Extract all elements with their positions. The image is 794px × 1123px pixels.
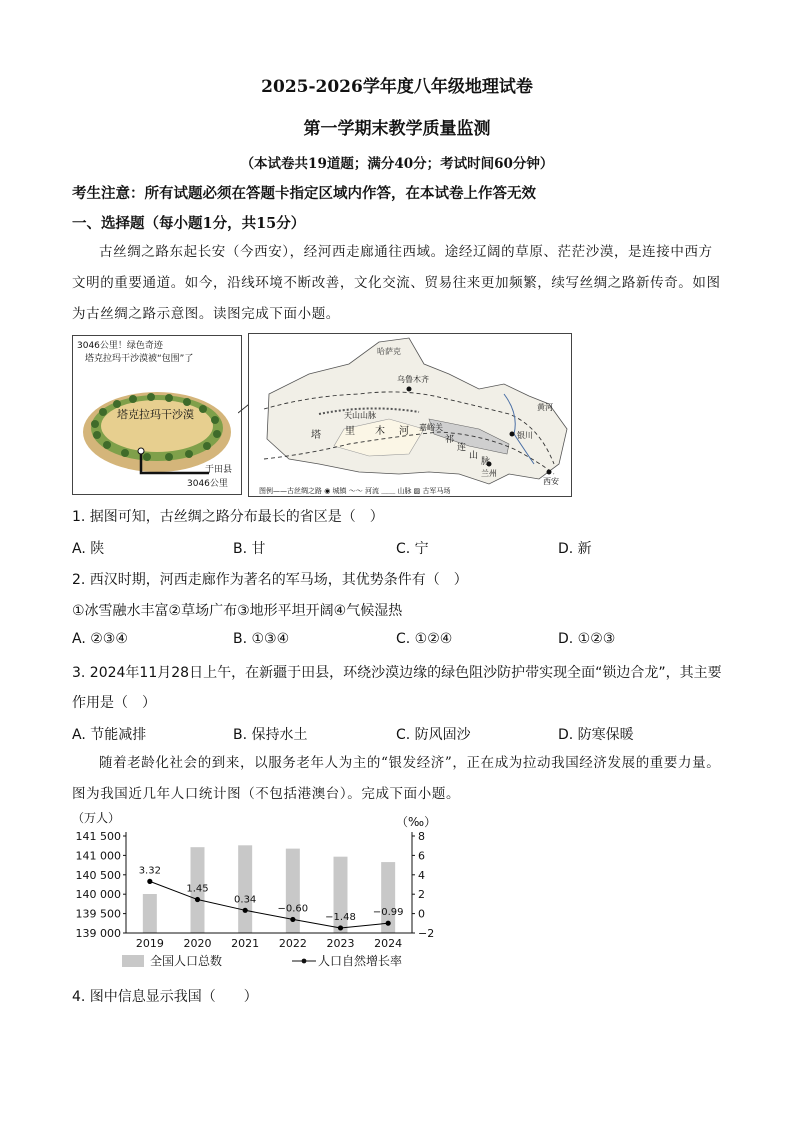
desert-inset: [72, 335, 242, 495]
legend-bar-swatch: [122, 955, 144, 967]
growth-rate-label: 1.45: [186, 883, 209, 895]
map-label-qilian-2: 连: [457, 443, 467, 453]
paper-subtitle: 第一学期末教学质量监测: [303, 119, 491, 139]
xian-marker: [547, 470, 552, 475]
map-label-yellow-river: 黄河: [537, 403, 553, 412]
q3-option-c[interactable]: C. 防风固沙: [396, 727, 471, 743]
map-label-qilian-1: 祁: [445, 435, 455, 445]
growth-rate-label: −0.99: [372, 907, 404, 919]
growth-rate-label: −1.48: [325, 911, 356, 923]
section-heading: 一、选择题（每小题1分，共15分）: [72, 215, 306, 232]
map-label-kazakhstan: 哈萨克: [377, 347, 401, 356]
population-bar: [238, 845, 252, 933]
right-tick-label: 6: [418, 849, 425, 863]
population-bar: [143, 894, 157, 933]
q1-option-a[interactable]: A. 陕: [72, 541, 105, 557]
map-label-tarim-2: 里: [345, 426, 355, 437]
q2-option-b[interactable]: B. ①③④: [233, 631, 290, 647]
right-tick-label: 2: [418, 888, 425, 902]
map-label-lanzhou: 兰州: [481, 469, 497, 478]
left-tick-label: 139 000: [75, 927, 121, 940]
desert-label: 塔克拉玛干沙漠: [117, 408, 194, 421]
population-chart: [60, 810, 460, 975]
map-label-jiayuguan: 嘉峪关: [419, 423, 443, 432]
q3-option-b[interactable]: B. 保持水土: [233, 727, 308, 743]
legend-line-marker: [302, 959, 307, 964]
growth-rate-label: −0.60: [277, 903, 309, 915]
inset-caption-1: 3046公里！绿色奇迹: [77, 341, 163, 351]
urumqi-marker: [407, 387, 412, 392]
growth-rate-point: [386, 921, 391, 926]
left-tick-label: 140 000: [75, 888, 121, 902]
q1-option-b[interactable]: B. 甘: [233, 541, 266, 557]
q2-stem: 2. 西汉时期，河西走廊作为著名的军马场，其优势条件有（ ）: [72, 572, 468, 588]
map-label-urumqi: 乌鲁木齐: [397, 375, 429, 384]
map-label-tarim-4: 河: [399, 426, 409, 437]
right-tick-label: 4: [418, 868, 425, 882]
q3-option-a[interactable]: A. 节能减排: [72, 727, 147, 743]
x-tick-label: 2020: [183, 937, 212, 950]
left-tick-label: 141 000: [75, 849, 121, 863]
growth-rate-point: [147, 879, 152, 884]
yinchuan-marker: [510, 432, 515, 437]
q1-option-d[interactable]: D. 新: [558, 541, 592, 557]
x-tick-label: 2023: [326, 937, 355, 950]
distance-label: 3046公里: [187, 479, 228, 489]
county-label: 于田县: [205, 465, 233, 475]
q3-stem-line2: 作用是（ ）: [72, 695, 156, 711]
map-label-tarim-1: 塔: [311, 430, 321, 441]
map-label-qilian-3: 山: [469, 451, 479, 461]
x-tick-label: 2024: [374, 937, 403, 950]
exam-info: （本试卷共19道题；满分40分；考试时间60分钟）: [240, 156, 554, 172]
passage-silk-road: 古丝绸之路东起长安（今西安），经河西走廊通往西域。途经辽阔的草原、茫茫沙漠，是连接中西方文明的重要通道。如今，沿线环境不断改善，文化交流、贸易往来更加频繁，续写丝绸之路新传奇。如图为古丝绸之路示意图。读图完成下面小题。: [72, 244, 721, 322]
left-tick-label: 139 500: [75, 907, 121, 921]
legend-bar-label: 全国人口总数: [150, 954, 223, 968]
q2-option-a[interactable]: A. ②③④: [72, 631, 128, 647]
left-axis-unit: （万人）: [72, 811, 121, 825]
q4-stem: 4. 图中信息显示我国（ ）: [72, 989, 258, 1005]
right-axis-unit: （‰）: [396, 815, 437, 829]
silk-road-map: [248, 333, 572, 497]
q3-stem-line1: 3. 2024年11月28日上午，在新疆于田县，环绕沙漠边缘的绿色阻沙防护带实现全面“锁边合龙”，其主要: [72, 665, 722, 681]
growth-rate-label: 3.32: [138, 865, 161, 877]
q2-items: ①冰雪融水丰富②草场广布③地形平坦开阔④气候湿热: [72, 603, 403, 619]
paper-title: 2025-2026学年度八年级地理试卷: [261, 77, 533, 97]
q3-option-d[interactable]: D. 防寒保暖: [558, 727, 634, 743]
x-tick-label: 2021: [231, 937, 260, 950]
desert-illustration: [73, 336, 241, 494]
map-label-yinchuan: 银川: [517, 431, 533, 440]
right-tick-label: −2: [418, 927, 435, 940]
growth-rate-point: [290, 917, 295, 922]
right-tick-label: 0: [418, 907, 425, 921]
q1-option-c[interactable]: C. 宁: [396, 541, 429, 557]
map-label-xian: 西安: [543, 477, 559, 486]
map-label-tarim-3: 木: [375, 426, 385, 437]
map-label-tianshan: 天山山脉: [344, 411, 376, 420]
silk-road-map-svg: [249, 334, 571, 496]
q2-option-d[interactable]: D. ①②③: [558, 631, 616, 647]
x-tick-label: 2019: [135, 937, 164, 950]
passage-silver-economy: 随着老龄化社会的到来，以服务老年人为主的“银发经济”，正在成为拉动我国经济发展的重要力量。图为我国近几年人口统计图（不包括港澳台）。完成下面小题。: [72, 755, 721, 802]
left-tick-label: 141 500: [75, 830, 121, 843]
yutian-marker: [138, 448, 144, 454]
growth-rate-point: [195, 897, 200, 902]
exam-notice: 考生注意：所有试题必须在答题卡指定区域内作答，在本试卷上作答无效: [72, 185, 536, 202]
left-tick-label: 140 500: [75, 868, 121, 882]
q2-option-c[interactable]: C. ①②④: [396, 631, 453, 647]
growth-rate-point: [243, 908, 248, 913]
inset-caption-2: 塔克拉玛干沙漠被“包围”了: [85, 354, 194, 364]
x-tick-label: 2022: [278, 937, 307, 950]
right-tick-label: 8: [418, 830, 425, 843]
growth-rate-point: [338, 925, 343, 930]
growth-rate-label: 0.34: [234, 894, 257, 906]
map-legend: 图例——古丝绸之路 ◉ 城镇 ～～ 河流 ﹏﹏ 山脉 ▨ 古军马场: [259, 487, 451, 495]
q1-stem: 1. 据图可知，古丝绸之路分布最长的省区是（ ）: [72, 509, 384, 525]
map-label-qilian-4: 脉: [481, 457, 491, 467]
legend-line-label: 人口自然增长率: [318, 954, 403, 968]
